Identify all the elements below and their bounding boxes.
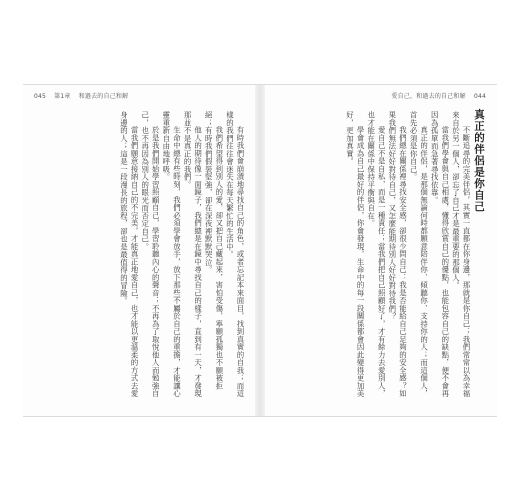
right-body-text (283, 111, 471, 401)
paragraph: 當我們學會與自己相處，懂得欣賞自己的優點，也能包容自己的缺點，便不會再因為孤單而急著尋找依靠。 (430, 111, 450, 398)
left-running-title: 和過去的自己和解 (78, 93, 129, 100)
left-page (23, 85, 255, 416)
paragraph: 愛自己不是自私，而是一種責任；當我們把自己照顧好了，才有餘力去愛別人，也才能在關係中保持平衡與自在。 (366, 111, 387, 398)
paragraph: 學會成為自己最好的伴侶，你會發現，生命中的每一段關係都會因此變得更加美好，更加真實。 (345, 111, 366, 398)
open-book (23, 84, 497, 417)
left-chapter-label: 第1章 (54, 93, 71, 100)
right-page-number: 044 (473, 93, 486, 100)
paragraph: 我們總在關係裡尋找安全感，卻很少問自己：我是否能給自己足夠的安全感？如果我們無法好好對待自己，又怎麼能期待別人好好對待我們？ (387, 111, 408, 398)
paragraph: 我們希望得到別人的愛，卻又把自己藏起來，害怕受傷，寧願孤獨也不願被拒絕；有時我們假裝堅強，卻在深夜裡默默哭泣。 (204, 111, 224, 390)
right-running-title: 愛自己，和過去的自己和解 (391, 93, 466, 100)
paragraph: 生命中總有些時刻，我們必須學會放手，放下那些不屬於自己的重擔，才能讓心靈重新自由地呼吸。 (161, 111, 182, 398)
paragraph: 有時我們會崩潰地尋找自己的角色，或者忘記本來面目，找到真實的自我；而這樣的我們往往會迷失在每天繁忙的生活中。 (225, 111, 245, 398)
paragraph: 他人的期待像一面鏡子，我們總是在鏡中尋找自己的樣子，直到有一天，才發現那並不是真正的我們。 (183, 111, 203, 398)
left-body-text (47, 111, 245, 401)
chapter-title: 真正的伴侶是你自己 (473, 109, 485, 213)
book-gutter (255, 85, 265, 416)
right-page-header (385, 91, 486, 100)
paragraph: 不斷追尋的完美伴侶，其實一直都在你身邊，那就是你自己；我們常常以為幸福來自於另一個人，卻忘了自己才是最重要的那個人。 (451, 111, 471, 398)
left-page-number: 045 (34, 93, 47, 100)
paragraph: 於是我們開始學習照顧自己，學習聆聽內心的聲音；不再為了取悅他人而勉強自己，也不再因為別人的眼光而否定自己。 (140, 111, 161, 398)
paragraph: 當我們願意接納自己的不完美，才能真正地愛自己，也才能以更溫柔的方式去愛身邊的人；這是一段漫長的旅程，卻也是最值得的冒險。 (119, 111, 140, 398)
left-page-header (34, 91, 134, 100)
paragraph: 真正的伴侶，是那個無論何時都願意陪伴你、傾聽你、支持你的人；而這個人，首先必須是你自己。 (409, 111, 429, 398)
right-page (265, 85, 497, 416)
